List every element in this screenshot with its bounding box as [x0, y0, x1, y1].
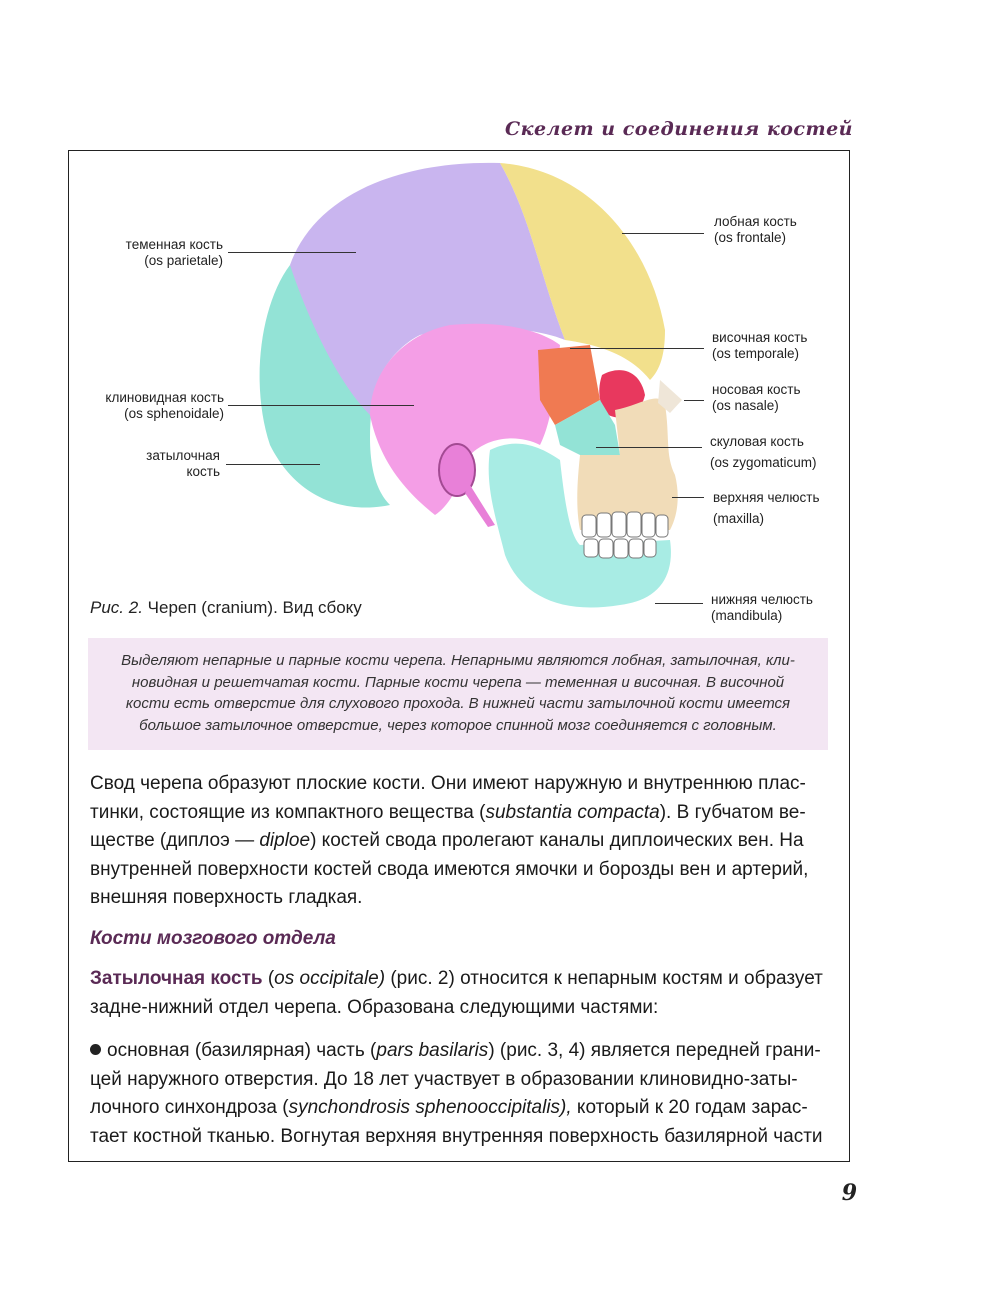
label-zygomatic — [710, 431, 840, 473]
para3-latin-synchondrosis: synchondrosis sphenooccipitalis), — [288, 1097, 572, 1118]
running-head: Скелет и соединения костей — [504, 118, 853, 140]
leader-frontal — [622, 233, 704, 234]
label-sphenoid-ru: клиновидная кость — [105, 390, 224, 405]
page-number: 9 — [841, 1180, 857, 1206]
label-occipital-ru1: затылочная — [146, 448, 220, 463]
label-frontal-ru: лобная кость — [714, 214, 797, 229]
label-temporal-lat: (os temporale) — [712, 346, 800, 361]
label-maxilla-lat: (maxilla) — [713, 511, 765, 526]
label-maxilla — [713, 487, 843, 529]
label-occipital-ru2: кость — [186, 464, 220, 479]
para2-term: Затылочная кость — [90, 968, 263, 989]
leader-mandible — [655, 603, 703, 604]
para2-latin: os occipitale) — [274, 968, 386, 989]
leader-temporal — [570, 348, 704, 349]
label-mandible-ru: нижняя челюсть — [711, 592, 813, 607]
note-line: новидная и решетчатая кости. Парные кости черепа — теменная и височная. В височной — [131, 673, 785, 691]
label-sphenoid — [80, 390, 224, 422]
bullet-icon — [90, 1044, 101, 1055]
label-frontal-lat: (os frontale) — [714, 230, 787, 245]
paragraph-occipital — [90, 965, 827, 1022]
leader-parietal — [228, 252, 356, 253]
caption-text: Череп (cranium). Вид сбоку — [147, 598, 362, 617]
paragraph-basilar — [90, 1037, 827, 1151]
leader-zygomatic — [596, 447, 702, 448]
para3-text-c: ) (рис. 3, 4) является передней грани-цей наружного отверстия. До 18 лет участвует в образовании клиновидно-заты-лочного синхондроза ( — [90, 1040, 821, 1118]
paragraph-vault — [90, 770, 827, 913]
label-temporal — [712, 330, 842, 362]
note-line: кости есть отверстие для слухового прохода. В нижней части затылочной кости имеется — [125, 695, 791, 712]
label-temporal-ru: височная кость — [712, 330, 808, 345]
leader-nasal — [684, 400, 704, 401]
label-maxilla-ru: верхняя челюсть — [713, 490, 820, 505]
para2-text-a: ( — [262, 968, 275, 989]
para3-text-a: основная (базилярная) часть ( — [107, 1040, 377, 1061]
label-parietal — [92, 237, 223, 269]
para1-text-e: ) костей свода пролегают каналы диплоических вен. На внутренней поверхности костей свода имеются ямочки и борозды вен и артерий, внешняя поверхность гладкая. — [90, 830, 809, 908]
figure-caption — [90, 598, 362, 618]
label-zygomatic-lat: (os zygomaticum) — [710, 455, 817, 470]
note-line: большое затылочное отверстие, через которое спинной мозг соединяется с головным. — [139, 716, 777, 734]
caption-fig-number: Рис. 2. — [90, 598, 143, 617]
para1-term-diploe: diploe — [259, 830, 311, 851]
label-nasal-lat: (os nasale) — [712, 398, 779, 413]
label-sphenoid-lat: (os sphenoidale) — [124, 406, 224, 421]
label-mandible-lat: (mandibula) — [711, 608, 783, 623]
label-zygomatic-ru: скуловая кость — [710, 434, 804, 449]
label-mandible — [711, 592, 841, 624]
label-frontal — [714, 214, 844, 246]
para2-text-c: (рис. 2) относится к непарным костям и образует задне-нижний отдел черепа. Образована следующими частями: — [90, 968, 823, 1018]
note-line: Выделяют непарные и парные кости черепа. Непарными являются лобная, затылочная, кли- — [121, 652, 795, 669]
para3-latin-pars: pars basilaris — [376, 1040, 489, 1061]
label-nasal — [712, 382, 842, 414]
section-title: Кости мозгового отдела — [90, 928, 336, 949]
para3-text-e: который к 20 годам зарас-тает костной тканью. Вогнутая верхняя внутренняя поверхность базилярной части — [90, 1097, 823, 1147]
teeth — [582, 512, 668, 558]
para1-term-substantia: substantia compacta — [485, 801, 660, 823]
label-occipital — [110, 448, 220, 480]
note-box — [88, 638, 828, 750]
para1-text-c: ). В губчатом ве-ществе (диплоэ — — [90, 801, 806, 851]
leader-maxilla — [672, 497, 704, 498]
label-nasal-ru: носовая кость — [712, 382, 801, 397]
para1-text-a: Свод черепа образуют плоские кости. Они имеют наружную и внутреннюю плас-тинки, состоящие из компактного вещества ( — [90, 773, 806, 823]
leader-occipital — [226, 464, 320, 465]
label-parietal-lat: (os parietale) — [144, 253, 223, 268]
leader-sphenoid — [228, 405, 414, 406]
label-parietal-ru: теменная кость — [125, 237, 223, 252]
skull-illustration — [220, 155, 700, 625]
